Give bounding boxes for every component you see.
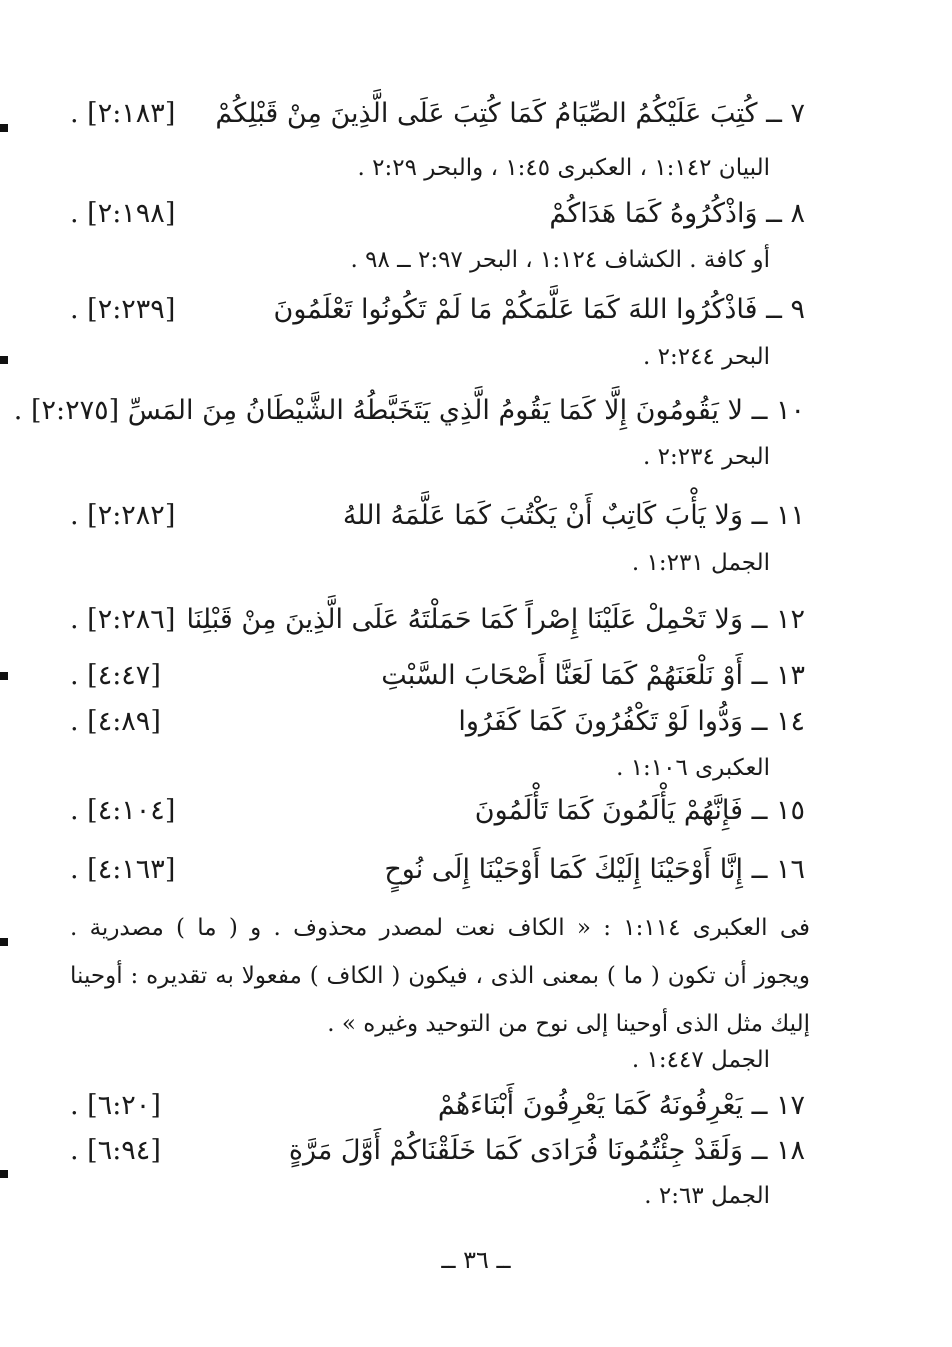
verse-reference: [٢:١٩٨] . xyxy=(70,198,176,229)
verse-text: ١٣ ــ أَوْ نَلْعَنَهُمْ كَمَا لَعَنَّا أَصْحَابَ السَّبْتِ xyxy=(381,660,805,691)
paragraph-line: فى العكبرى ١:١١٤ : « الكاف نعت لمصدر محذوف . و ( ما ) مصدرية . xyxy=(70,915,810,941)
verse-reference: [٢:١٨٣] . xyxy=(70,98,176,129)
source-note: البيان ١:١٤٢ ، العكبرى ١:٤٥ ، والبحر ٢:٢٩ . xyxy=(357,155,770,181)
entry-line xyxy=(70,789,805,833)
entry-line xyxy=(70,654,805,698)
verse-reference: [٦:٢٠] . xyxy=(70,1090,161,1121)
source-note: البحر ٢:٢٣٤ . xyxy=(643,444,770,470)
verse-reference: [٤:٨٩] . xyxy=(70,706,161,737)
verse-text: ١٠ ــ لا يَقُومُونَ إِلَّا كَمَا يَقُومُ الَّذِي يَتَخَبَّطُهُ الشَّيْطَانُ مِنَ المَسِّ [٢:٢٧٥] . xyxy=(13,395,805,426)
entry-line xyxy=(70,92,805,136)
entry-line xyxy=(70,192,805,236)
verse-reference: [٤:٤٧] . xyxy=(70,660,161,691)
scan-mark xyxy=(0,1170,8,1178)
paragraph-line: إليك مثل الذى أوحينا إلى نوح من التوحيد وغيره » . xyxy=(327,1011,810,1037)
verse-text: ١١ ــ وَلا يَأْبَ كَاتِبٌ أَنْ يَكْتُبَ كَمَا عَلَّمَهُ اللهُ xyxy=(342,500,805,531)
verse-reference: [٢:٢٨٢] . xyxy=(70,500,176,531)
entry-line xyxy=(70,288,805,332)
source-note: أو كافة . الكشاف ١:١٢٤ ، البحر ٢:٩٧ ــ ٩٨ . xyxy=(350,247,770,273)
verse-reference: [٤:١٦٣] . xyxy=(70,854,176,885)
entry-line xyxy=(70,1129,805,1173)
verse-text: ١٨ ــ وَلَقَدْ جِئْتُمُونَا فُرَادَى كَمَا خَلَقْنَاكُمْ أَوَّلَ مَرَّةٍ xyxy=(288,1135,805,1166)
scan-mark xyxy=(0,938,8,946)
verse-text: ١٥ ــ فَإِنَّهُمْ يَأْلَمُونَ كَمَا تَأْلَمُونَ xyxy=(474,795,805,826)
paragraph-line: ويجوز أن تكون ( ما ) بمعنى الذى ، فيكون ( الكاف ) مفعولا به تقديره : أوحينا xyxy=(70,963,810,989)
source-note: البحر ٢:٢٤٤ . xyxy=(643,344,770,370)
entry-line xyxy=(70,700,805,744)
verse-text: ٩ ــ فَاذْكُرُوا اللهَ كَمَا عَلَّمَكُمْ مَا لَمْ تَكُونُوا تَعْلَمُونَ xyxy=(273,294,805,325)
source-note: العكبرى ١:١٠٦ . xyxy=(616,755,770,781)
verse-text: ٨ ــ وَاذْكُرُوهُ كَمَا هَدَاكُمْ xyxy=(549,198,805,229)
source-note: الجمل ٢:٦٣ . xyxy=(644,1183,770,1209)
verse-text: ١٢ ــ وَلا تَحْمِلْ عَلَيْنَا إِصْراً كَمَا حَمَلْتَهُ عَلَى الَّذِينَ مِنْ قَبْلِنَا xyxy=(186,604,805,635)
entry-line xyxy=(70,848,805,892)
entry-line xyxy=(70,494,805,538)
verse-text: ٧ ــ كُتِبَ عَلَيْكُمُ الصِّيَامُ كَمَا كُتِبَ عَلَى الَّذِينَ مِنْ قَبْلِكُمْ xyxy=(215,98,805,129)
entry-line xyxy=(70,598,805,642)
verse-reference: [٦:٩٤] . xyxy=(70,1135,161,1166)
verse-text: ١٦ ــ إِنَّا أَوْحَيْنَا إِلَيْكَ كَمَا أَوْحَيْنَا إِلَى نُوحٍ xyxy=(384,854,805,885)
scan-mark xyxy=(0,356,8,364)
verse-text: ١٤ ــ وَدُّوا لَوْ تَكْفُرُونَ كَمَا كَفَرُوا xyxy=(458,706,805,737)
commentary-paragraph xyxy=(70,904,810,1048)
entry-line xyxy=(70,1084,805,1128)
scan-mark xyxy=(0,672,8,680)
scan-mark xyxy=(0,124,8,132)
entry-line xyxy=(13,389,805,433)
source-note: الجمل ١:٢٣١ . xyxy=(631,550,770,576)
source-note: الجمل ١:٤٤٧ . xyxy=(631,1047,770,1073)
verse-text: ١٧ ــ يَعْرِفُونَهُ كَمَا يَعْرِفُونَ أَبْنَاءَهُمْ xyxy=(437,1090,805,1121)
verse-reference: [٤:١٠٤] . xyxy=(70,795,176,826)
verse-reference: [٢:٢٣٩] . xyxy=(70,294,176,325)
verse-reference: [٢:٢٨٦] . xyxy=(70,604,176,635)
page-number: ــ ٣٦ ــ xyxy=(441,1246,511,1274)
